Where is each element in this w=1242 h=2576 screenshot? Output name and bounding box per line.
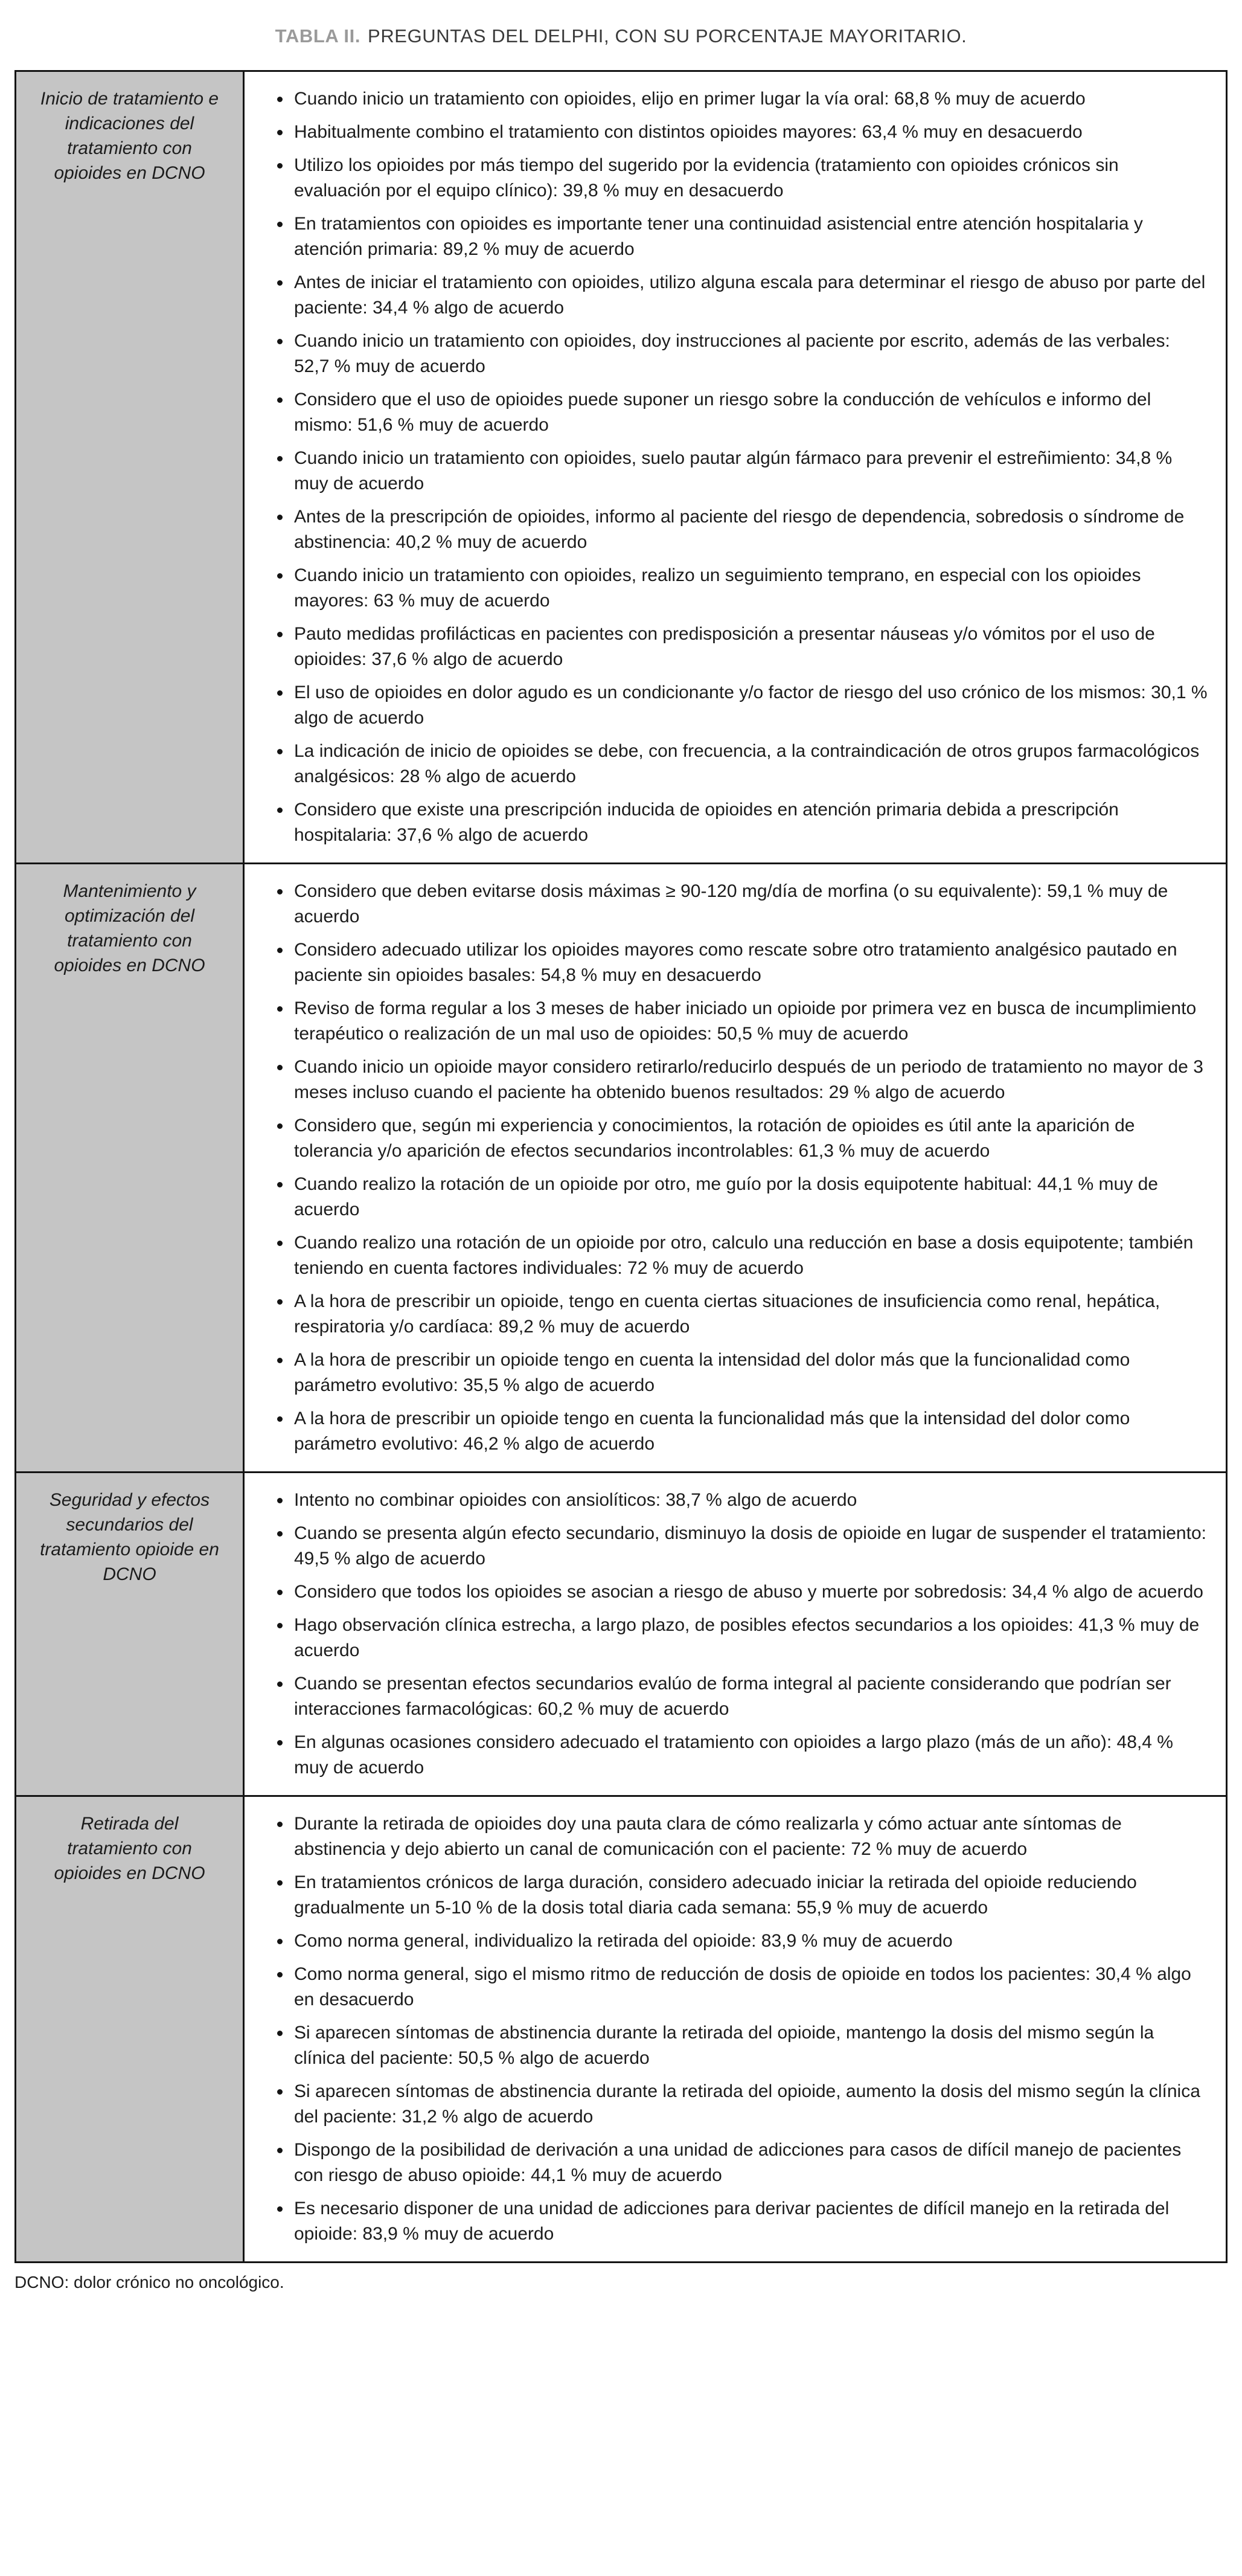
- table-title-text: PREGUNTAS DEL DELPHI, CON SU PORCENTAJE MAYORITARIO.: [368, 25, 967, 47]
- question-item: • Considero adecuado utilizar los opioides mayores como rescate sobre otro tratamiento analgésico pautado en paciente sin opioides basales: 54,8 % muy en desacuerdo: [292, 937, 1209, 988]
- question-item: • Cuando realizo una rotación de un opioide por otro, calculo una reducción en base a dosis equipotente; también teniendo en cuenta factores individuales: 72 % muy de acuerdo: [292, 1230, 1209, 1281]
- questions-cell: [244, 71, 1227, 864]
- question-item: • Considero que deben evitarse dosis máximas ≥ 90-120 mg/día de morfina (o su equivalente): 59,1 % muy de acuerdo: [292, 879, 1209, 930]
- question-item: • Pauto medidas profilácticas en pacientes con predisposición a presentar náuseas y/o vómitos por el uso de opioides: 37,6 % algo de acuerdo: [292, 622, 1209, 672]
- table-row-mantenimiento: [16, 864, 1227, 1473]
- question-item: • Hago observación clínica estrecha, a largo plazo, de posibles efectos secundarios a los opioides: 41,3 % muy de acuerdo: [292, 1613, 1209, 1663]
- question-item: • En algunas ocasiones considero adecuado el tratamiento con opioides a largo plazo (más de un año): 48,4 % muy de acuerdo: [292, 1730, 1209, 1781]
- question-item: • En tratamientos crónicos de larga duración, considero adecuado iniciar la retirada del opioide reduciendo gradualmente un 5-10 % de la dosis total diaria cada semana: 55,9 % muy de acuerdo: [292, 1870, 1209, 1921]
- question-item: • Cuando se presenta algún efecto secundario, disminuyo la dosis de opioide en lugar de suspender el tratamiento: 49,5 % algo de acuerdo: [292, 1521, 1209, 1572]
- question-item: • Considero que, según mi experiencia y conocimientos, la rotación de opioides es útil ante la aparición de tolerancia y/o aparición de efectos secundarios incontrolables: 61,3 % muy de acuerdo: [292, 1113, 1209, 1164]
- question-item: • El uso de opioides en dolor agudo es un condicionante y/o factor de riesgo del uso crónico de los mismos: 30,1 % algo de acuerdo: [292, 680, 1209, 731]
- question-item: • Dispongo de la posibilidad de derivación a una unidad de adicciones para casos de difícil manejo de pacientes con riesgo de abuso opioide: 44,1 % muy de acuerdo: [292, 2138, 1209, 2188]
- table-row-retirada: [16, 1796, 1227, 2263]
- question-item: • Utilizo los opioides por más tiempo del sugerido por la evidencia (tratamiento con opioides crónicos sin evaluación por el equipo clínico): 39,8 % muy en desacuerdo: [292, 153, 1209, 204]
- questions-list: [264, 1811, 1209, 2247]
- question-item: • Antes de iniciar el tratamiento con opioides, utilizo alguna escala para determinar el riesgo de abuso por parte del paciente: 34,4 % algo de acuerdo: [292, 270, 1209, 321]
- question-item: • Como norma general, individualizo la retirada del opioide: 83,9 % muy de acuerdo: [292, 1929, 1209, 1954]
- question-item: • La indicación de inicio de opioides se debe, con frecuencia, a la contraindicación de otros grupos farmacológicos analgésicos: 28 % algo de acuerdo: [292, 739, 1209, 789]
- table-title-label: TABLA II.: [275, 25, 361, 47]
- question-item: • Intento no combinar opioides con ansiolíticos: 38,7 % algo de acuerdo: [292, 1488, 1209, 1513]
- category-cell: [16, 1796, 244, 2263]
- question-item: • Como norma general, sigo el mismo ritmo de reducción de dosis de opioide en todos los pacientes: 30,4 % algo en desacuerdo: [292, 1962, 1209, 2012]
- question-item: • Cuando se presentan efectos secundarios evalúo de forma integral al paciente considerando que podrían ser interacciones farmacológicas: 60,2 % muy de acuerdo: [292, 1671, 1209, 1722]
- category-label: Retirada del tratamiento con opioides en DCNO: [54, 1814, 205, 1883]
- question-item: • Cuando realizo la rotación de un opioide por otro, me guío por la dosis equipotente habitual: 44,1 % muy de acuerdo: [292, 1172, 1209, 1222]
- questions-cell: [244, 1473, 1227, 1796]
- question-item: • Considero que todos los opioides se asocian a riesgo de abuso y muerte por sobredosis: 34,4 % algo de acuerdo: [292, 1579, 1209, 1605]
- question-item: • A la hora de prescribir un opioide tengo en cuenta la funcionalidad más que la intensidad del dolor como parámetro evolutivo: 46,2 % algo de acuerdo: [292, 1406, 1209, 1457]
- questions-list: [264, 86, 1209, 848]
- question-item: • Si aparecen síntomas de abstinencia durante la retirada del opioide, aumento la dosis del mismo según la clínica del paciente: 31,2 % algo de acuerdo: [292, 2079, 1209, 2130]
- question-item: • Cuando inicio un tratamiento con opioides, elijo en primer lugar la vía oral: 68,8 % muy de acuerdo: [292, 86, 1209, 112]
- category-cell: [16, 71, 244, 864]
- category-cell: [16, 1473, 244, 1796]
- question-item: • Cuando inicio un tratamiento con opioides, suelo pautar algún fármaco para prevenir el estreñimiento: 34,8 % muy de acuerdo: [292, 446, 1209, 496]
- table-row-inicio: [16, 71, 1227, 864]
- category-label: Seguridad y efectos secundarios del tratamiento opioide en DCNO: [40, 1490, 219, 1584]
- question-item: • En tratamientos con opioides es importante tener una continuidad asistencial entre atención hospitalaria y atención primaria: 89,2 % muy de acuerdo: [292, 211, 1209, 262]
- category-label: Inicio de tratamiento e indicaciones del tratamiento con opioides en DCNO: [40, 89, 219, 183]
- question-item: • Es necesario disponer de una unidad de adicciones para derivar pacientes de difícil manejo en la retirada del opioide: 83,9 % muy de acuerdo: [292, 2196, 1209, 2247]
- question-item: • Considero que el uso de opioides puede suponer un riesgo sobre la conducción de vehículos e informo del mismo: 51,6 % muy de acuerdo: [292, 387, 1209, 438]
- question-item: • A la hora de prescribir un opioide, tengo en cuenta ciertas situaciones de insuficiencia como renal, hepática, respiratoria y/o cardíaca: 89,2 % muy de acuerdo: [292, 1289, 1209, 1340]
- question-item: • Considero que existe una prescripción inducida de opioides en atención primaria debida a prescripción hospitalaria: 37,6 % algo de acuerdo: [292, 797, 1209, 848]
- questions-cell: [244, 864, 1227, 1473]
- questions-list: [264, 1488, 1209, 1781]
- question-item: • Cuando inicio un tratamiento con opioides, realizo un seguimiento temprano, en especial con los opioides mayores: 63 % muy de acuerdo: [292, 563, 1209, 614]
- question-item: • Reviso de forma regular a los 3 meses de haber iniciado un opioide por primera vez en busca de incumplimiento terapéutico o realización de un mal uso de opioides: 50,5 % muy de acuerdo: [292, 996, 1209, 1047]
- table-title: [14, 25, 1228, 47]
- question-item: • Cuando inicio un opioide mayor considero retirarlo/reducirlo después de un periodo de tratamiento no mayor de 3 meses incluso cuando el paciente ha obtenido buenos resultados: 29 % algo de acuerdo: [292, 1055, 1209, 1105]
- question-item: • Antes de la prescripción de opioides, informo al paciente del riesgo de dependencia, sobredosis o síndrome de abstinencia: 40,2 % muy de acuerdo: [292, 504, 1209, 555]
- questions-cell: [244, 1796, 1227, 2263]
- question-item: • A la hora de prescribir un opioide tengo en cuenta la intensidad del dolor más que la funcionalidad como parámetro evolutivo: 35,5 % algo de acuerdo: [292, 1347, 1209, 1398]
- category-cell: [16, 864, 244, 1473]
- question-item: • Habitualmente combino el tratamiento con distintos opioides mayores: 63,4 % muy en desacuerdo: [292, 120, 1209, 145]
- delphi-table: [14, 70, 1228, 2263]
- question-item: • Si aparecen síntomas de abstinencia durante la retirada del opioide, mantengo la dosis del mismo según la clínica del paciente: 50,5 % algo de acuerdo: [292, 2020, 1209, 2071]
- category-label: Mantenimiento y optimización del tratamiento con opioides en DCNO: [54, 881, 205, 975]
- question-item: • Cuando inicio un tratamiento con opioides, doy instrucciones al paciente por escrito, además de las verbales: 52,7 % muy de acuerdo: [292, 329, 1209, 379]
- question-item: • Durante la retirada de opioides doy una pauta clara de cómo realizarla y cómo actuar ante síntomas de abstinencia y dejo abierto un canal de comunicación con el paciente: 72 % muy de acuerdo: [292, 1811, 1209, 1862]
- table-row-seguridad: [16, 1473, 1227, 1796]
- footnote: DCNO: dolor crónico no oncológico.: [14, 2273, 284, 2292]
- questions-list: [264, 879, 1209, 1457]
